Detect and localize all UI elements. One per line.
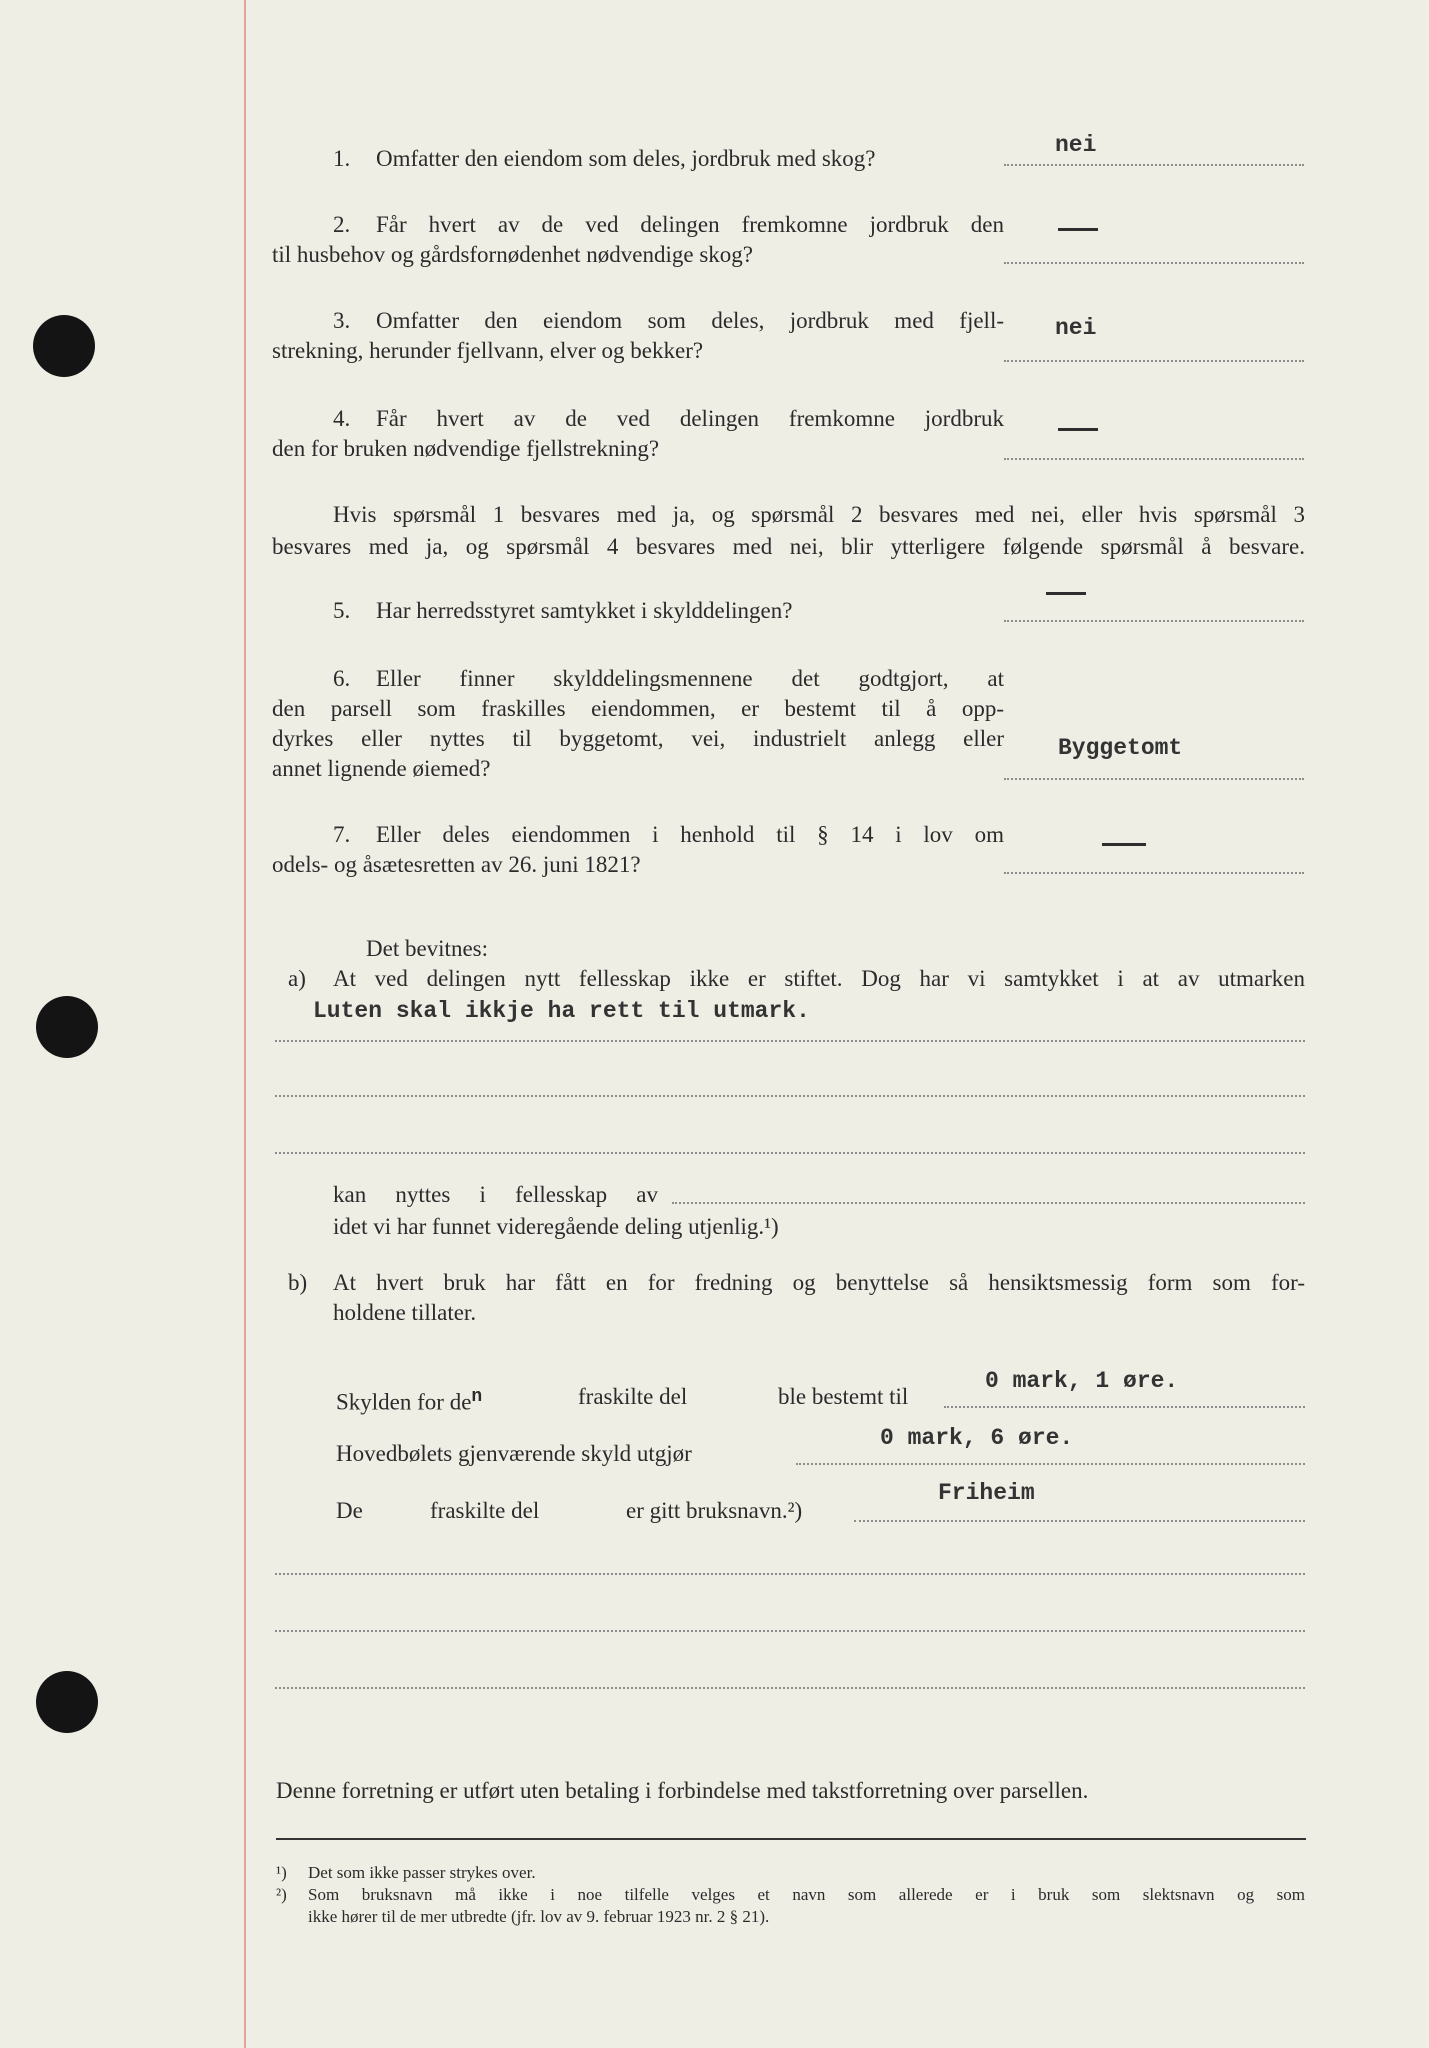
q7-text-line2: odels- og åsætesretten av 26. juni 1821? (272, 852, 641, 877)
attest-b-line1: At hvert bruk har fått en for fredning og benyttelse så hensiktsmessig form som for- (333, 1270, 1305, 1295)
q1-number: 1. (333, 146, 351, 171)
bruksnavn-line (854, 1520, 1305, 1522)
q1-text: Omfatter den eiendom som deles, jordbruk med skog? (376, 146, 876, 171)
q3-number: 3. (333, 308, 351, 333)
q6-text-line4: annet lignende øiemed? (272, 756, 491, 781)
q2-number: 2. (333, 212, 351, 237)
q3-answer: nei (1055, 315, 1097, 341)
skyld-line (944, 1406, 1305, 1408)
attest-a-common2: idet vi har funnet videregående deling utjenlig.¹) (333, 1214, 779, 1239)
hovedbol-line (796, 1463, 1305, 1465)
attest-heading: Det bevitnes: (366, 936, 488, 961)
attest-b-line2: holdene tillater. (333, 1300, 477, 1325)
q5-answer-line (1004, 620, 1304, 622)
q7-answer-line (1004, 872, 1304, 874)
bruksnavn-label-part3: er gitt bruksnavn.²) (626, 1498, 803, 1523)
punch-hole (36, 996, 98, 1058)
attest-a-common-line (672, 1202, 1305, 1204)
attest-a-line3 (275, 1152, 1305, 1154)
punch-hole (33, 315, 95, 377)
q7-text-line1: Eller deles eiendommen i henhold til § 14 i lov om (376, 822, 1004, 847)
instruction-line2: besvares med ja, og spørsmål 4 besvares med nei, blir ytterligere følgende spørsmål å besvare. (272, 534, 1305, 559)
skyld-label-part2: fraskilte del (578, 1384, 688, 1409)
q4-text-line2: den for bruken nødvendige fjellstrekning? (272, 436, 660, 461)
bruksnavn-label-part1: De (336, 1498, 363, 1523)
skyld-label: Skylden for $de^n$ (336, 1387, 483, 1415)
q4-text-line1: Får hvert av de ved delingen fremkomne jordbruk (376, 406, 1004, 431)
blank-line-3 (275, 1687, 1305, 1689)
q1-answer-line (1004, 164, 1304, 166)
q5-answer-dash (1046, 592, 1086, 595)
q2-answer-line (1004, 262, 1304, 264)
footnote-1-text: Det som ikke passer strykes over. (308, 1863, 536, 1882)
footnote-2-mark: ²) (276, 1885, 287, 1904)
q7-answer-dash (1102, 843, 1146, 846)
q2-text-line1: Får hvert av de ved delingen fremkomne jordbruk den (376, 212, 1004, 237)
q4-number: 4. (333, 406, 351, 431)
hovedbol-label: Hovedbølets gjenværende skyld utgjør (336, 1441, 692, 1466)
q3-text-line1: Omfatter den eiendom som deles, jordbruk med fjell- (376, 308, 1004, 333)
q6-text-line2: den parsell som fraskilles eiendommen, er bestemt til å opp- (272, 696, 1004, 721)
q5-number: 5. (333, 598, 351, 623)
attest-a-text: At ved delingen nytt fellesskap ikke er stiftet. Dog har vi samtykket i at av utmarken (333, 966, 1305, 991)
hovedbol-value: 0 mark, 6 øre. (880, 1425, 1074, 1451)
q5-text: Har herredsstyret samtykket i skylddelingen? (376, 598, 793, 623)
q2-answer-dash (1058, 228, 1098, 231)
closing-statement: Denne forretning er utført uten betaling i forbindelse med takstforretning over parsellen. (276, 1778, 1089, 1803)
q2-text-line2: til husbehov og gårdsfornødenhet nødvendige skog? (272, 242, 753, 267)
attest-a-common: kan nyttes i fellesskap av (333, 1182, 658, 1207)
skyld-value: 0 mark, 1 øre. (985, 1368, 1179, 1394)
attest-a-label: a) (288, 966, 306, 991)
q6-answer: Byggetomt (1058, 735, 1183, 761)
q3-text-line2: strekning, herunder fjellvann, elver og bekker? (272, 338, 704, 363)
attest-a-line2 (275, 1095, 1305, 1097)
punch-hole (36, 1671, 98, 1733)
blank-line-1 (275, 1573, 1305, 1575)
q6-number: 6. (333, 666, 351, 691)
skyld-label-sup: n (471, 1387, 483, 1407)
q4-answer-line (1004, 458, 1304, 460)
instruction-line1: Hvis spørsmål 1 besvares med ja, og spørsmål 2 besvares med nei, eller hvis spørsmål 3 (333, 502, 1305, 527)
q1-answer: nei (1055, 132, 1097, 158)
bruksnavn-value: Friheim (938, 1480, 1035, 1506)
q7-number: 7. (333, 822, 351, 847)
blank-line-2 (275, 1630, 1305, 1632)
footnote-1-mark: ¹) (276, 1863, 287, 1882)
margin-line (244, 0, 246, 2048)
attest-a-line1 (275, 1040, 1305, 1042)
skyld-label-part3: ble bestemt til (778, 1384, 909, 1409)
bruksnavn-label-part2: fraskilte del (430, 1498, 540, 1523)
footnote-separator (276, 1838, 1306, 1840)
attest-b-label: b) (288, 1270, 308, 1295)
q6-text-line1: Eller finner skylddelingsmennene det godtgjort, at (376, 666, 1004, 691)
q3-answer-line (1004, 360, 1304, 362)
attest-a-typed: Luten skal ikkje ha rett til utmark. (313, 998, 810, 1024)
footnote-2-text2: ikke hører til de mer utbredte (jfr. lov av 9. februar 1923 nr. 2 § 21). (308, 1907, 770, 1926)
q6-answer-line (1004, 778, 1304, 780)
q4-answer-dash (1058, 428, 1098, 431)
q6-text-line3: dyrkes eller nyttes til byggetomt, vei, industrielt anlegg eller (272, 726, 1004, 751)
footnote-2-text: Som bruksnavn må ikke i noe tilfelle velges et navn som allerede er i bruk som slektsnavn og som (308, 1885, 1305, 1904)
